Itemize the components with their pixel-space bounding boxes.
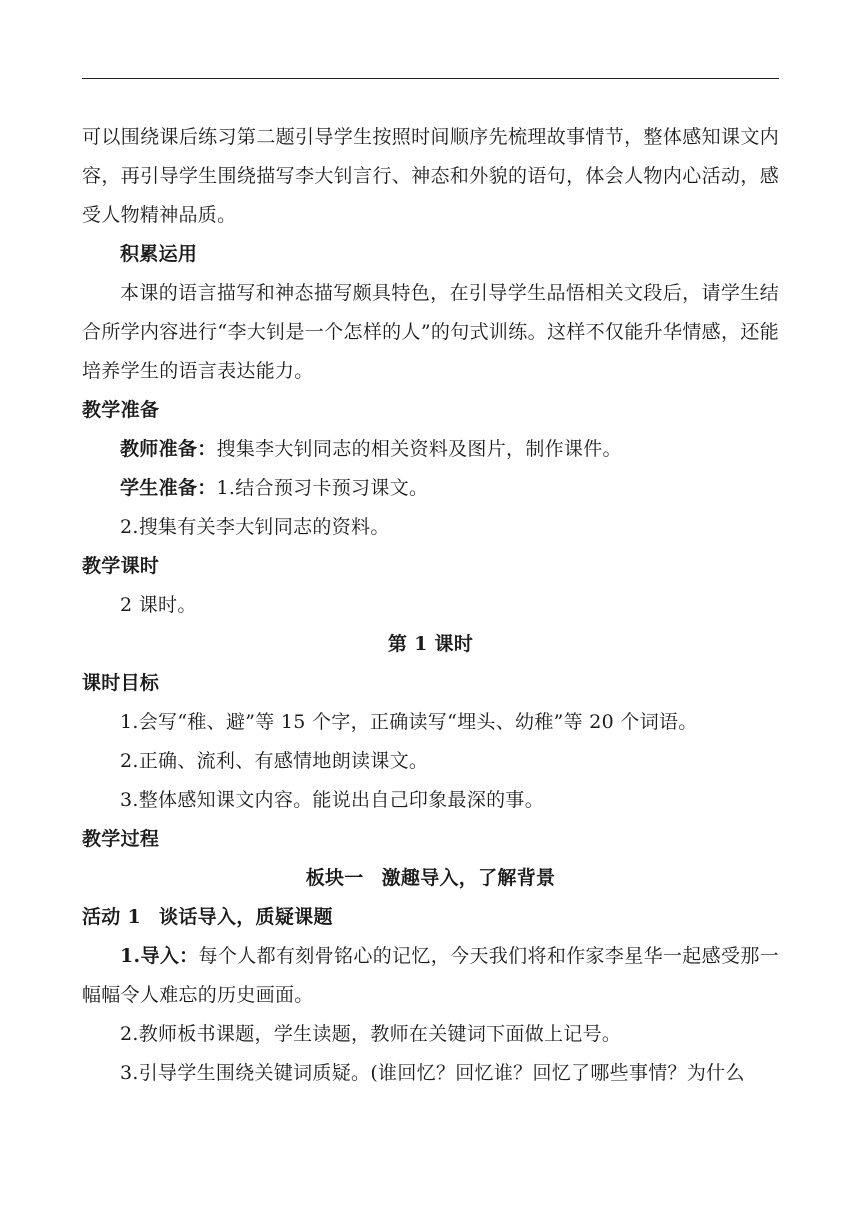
- lesson-title: 第 1 课时: [387, 633, 474, 655]
- step-2: 2.教师板书课题，学生读题，教师在关键词下面做上记号。: [120, 1023, 622, 1045]
- activity-title: 谈话导入，质疑课题: [159, 906, 333, 928]
- student-preparation-label: 学生准备：: [120, 477, 217, 499]
- accumulate-heading: 积累运用: [120, 243, 198, 265]
- objective-item-2: 2.正确、流利、有感情地朗读课文。: [120, 750, 429, 772]
- activity-label: 活动 1: [82, 906, 142, 928]
- block-title-number: 板块一: [305, 867, 364, 889]
- intro-paragraph: 可以围绕课后练习第二题引导学生按照时间顺序先梳理故事情节，整体感知课文内容，再引导学生围绕描写李大钊言行、神态和外貌的语句，体会人物内心活动，感受人物精神品质。: [82, 126, 779, 226]
- objectives-heading: 课时目标: [82, 672, 160, 694]
- process-heading: 教学过程: [82, 828, 160, 850]
- header-rule: [82, 78, 779, 79]
- preparation-heading: 教学准备: [82, 399, 160, 421]
- teacher-preparation: [82, 430, 779, 469]
- step-3: 3.引导学生围绕关键词质疑。(谁回忆？回忆谁？回忆了哪些事情？为什么: [120, 1062, 745, 1084]
- student-preparation: [82, 469, 779, 508]
- hours-heading: 教学课时: [82, 555, 160, 577]
- objective-item-3: 3.整体感知课文内容。能说出自己印象最深的事。: [120, 789, 545, 811]
- step-1: [82, 937, 779, 1015]
- accumulate-paragraph: 本课的语言描写和神态描写颇具特色，在引导学生品悟相关文段后，请学生结合所学内容进行“李大钊是一个怎样的人”的句式训练。这样不仅能升华情感，还能培养学生的语言表达能力。: [82, 282, 779, 382]
- student-preparation-2: 2.搜集有关李大钊同志的资料。: [120, 516, 390, 538]
- step-1-label: 1.导入：: [120, 945, 199, 967]
- document-body: [82, 118, 779, 1093]
- block-title-text: 激趣导入，了解背景: [381, 867, 556, 889]
- block-title: [82, 859, 779, 898]
- activity-heading: [82, 898, 779, 937]
- teacher-preparation-label: 教师准备：: [120, 438, 217, 460]
- step-1-text: 每个人都有刻骨铭心的记忆，今天我们将和作家李星华一起感受那一幅幅令人难忘的历史画面。: [82, 945, 779, 1006]
- objective-item-1: 1.会写“稚、避”等 15 个字，正确读写“埋头、幼稚”等 20 个词语。: [120, 711, 698, 733]
- student-preparation-text-1: 1.结合预习卡预习课文。: [216, 477, 429, 499]
- hours-text: 2 课时。: [120, 594, 197, 616]
- teacher-preparation-text: 搜集李大钊同志的相关资料及图片，制作课件。: [216, 438, 622, 460]
